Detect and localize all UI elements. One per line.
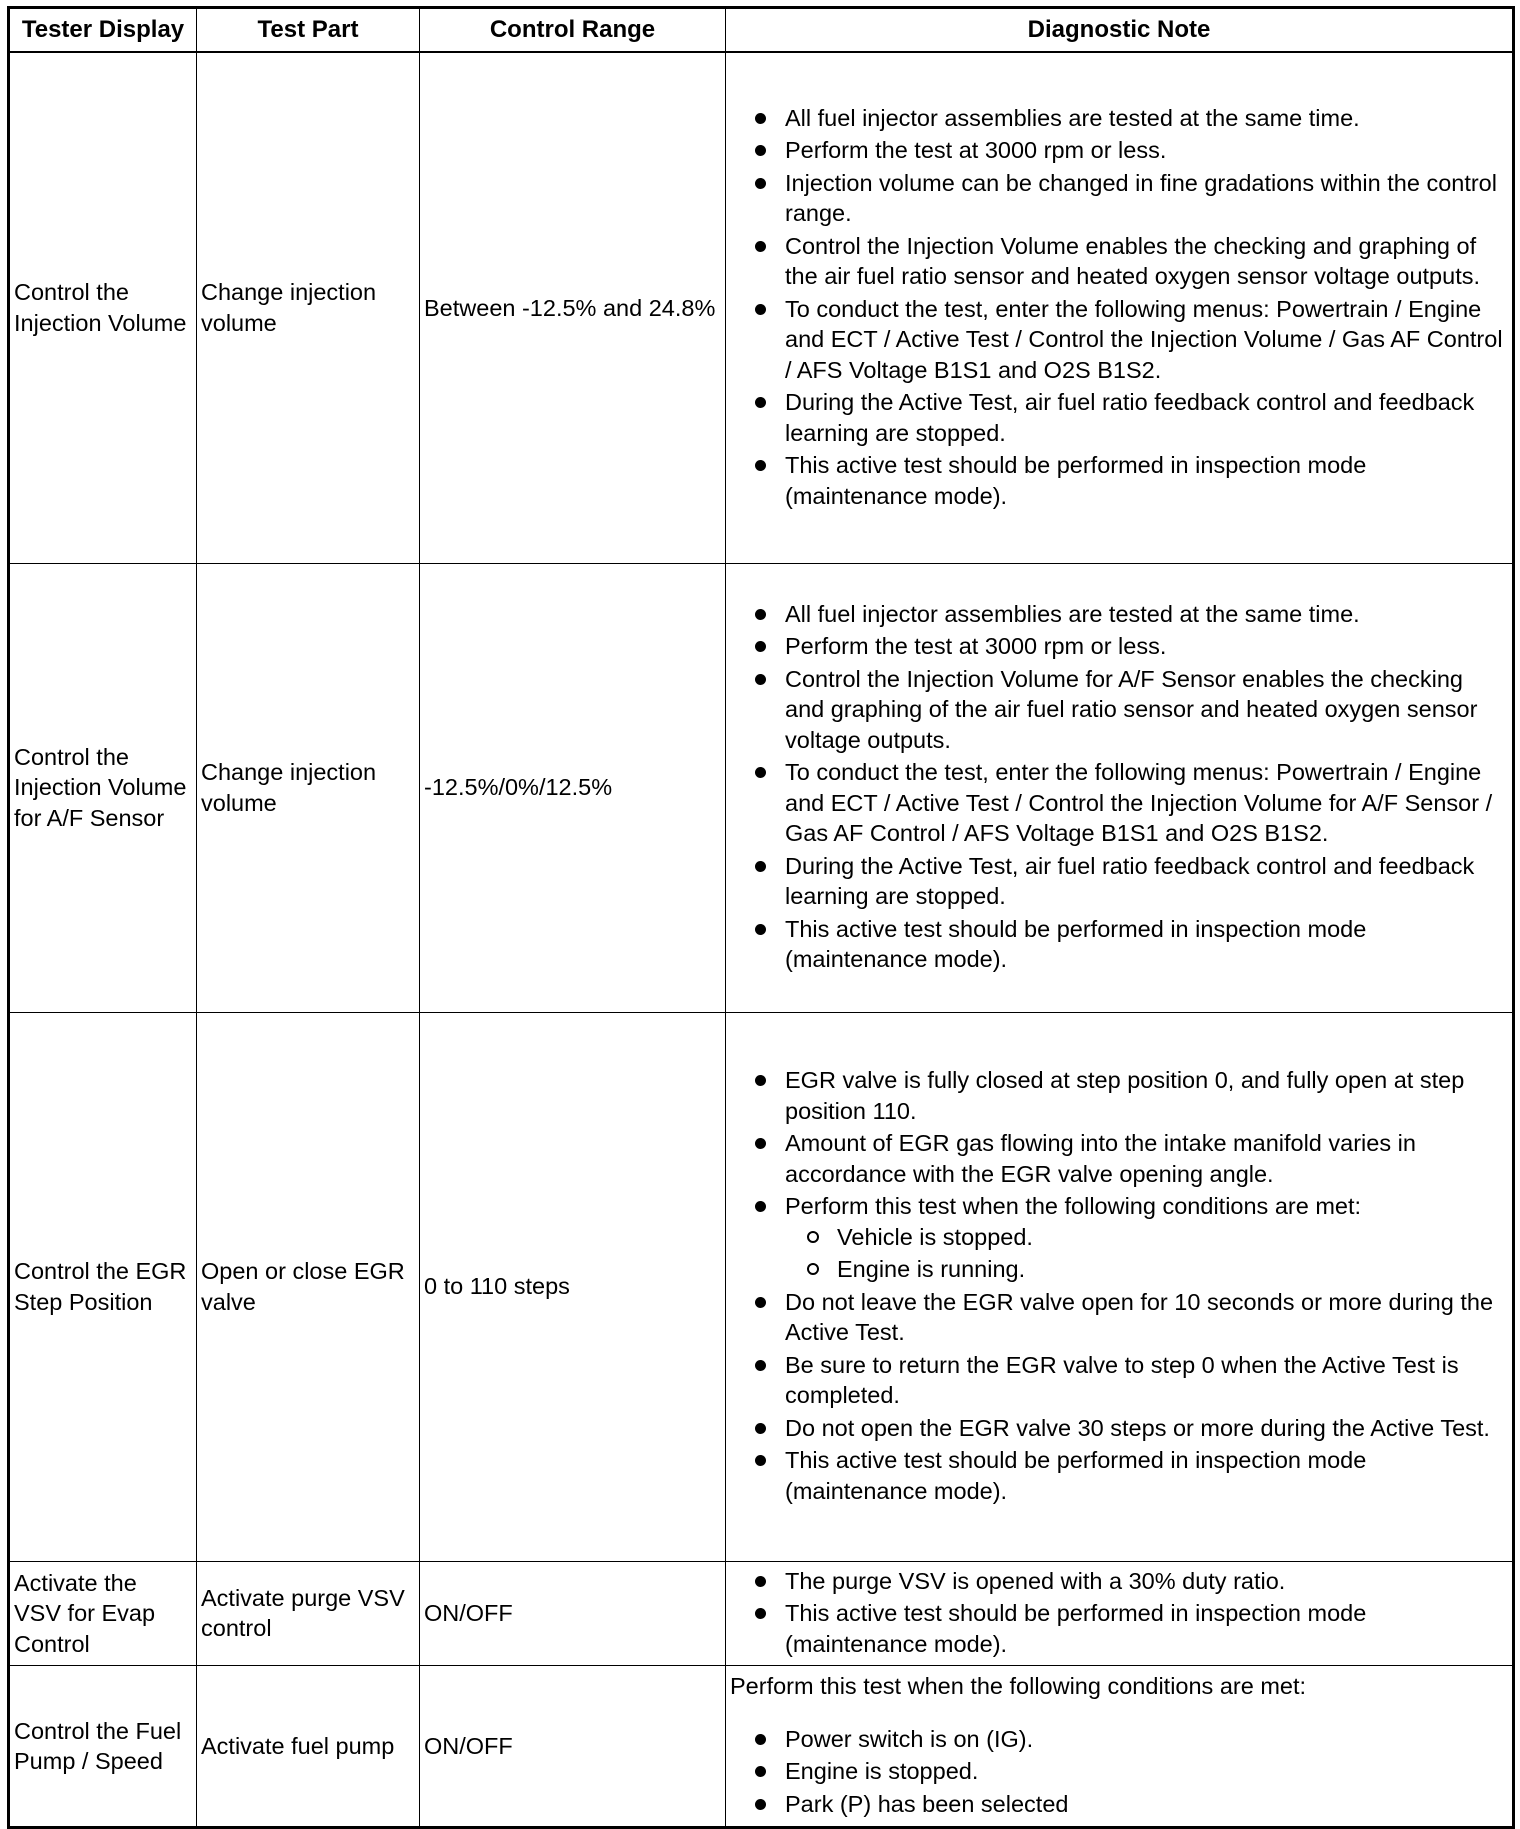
note-item: Do not leave the EGR valve open for 10 seconds or more during the Active Test. [730, 1287, 1506, 1348]
diagnostic-note-cell [726, 52, 1514, 563]
header-row [9, 8, 1514, 53]
note-item [730, 1191, 1506, 1285]
control-range-cell: -12.5%/0%/12.5% [420, 563, 726, 1012]
condition-list [785, 1222, 1506, 1285]
diagnostic-note-cell [726, 1666, 1514, 1828]
note-item: During the Active Test, air fuel ratio feedback control and feedback learning are stopped. [730, 851, 1506, 912]
note-item: Power switch is on (IG). [730, 1724, 1506, 1755]
table-row [9, 52, 1514, 563]
header-control-range: Control Range [420, 8, 726, 53]
control-range-cell: 0 to 110 steps [420, 1012, 726, 1561]
note-list [730, 1724, 1506, 1820]
test-part-cell: Activate fuel pump [197, 1666, 420, 1828]
note-list [730, 103, 1506, 512]
note-item: This active test should be performed in inspection mode (maintenance mode). [730, 1598, 1506, 1659]
note-item: Perform the test at 3000 rpm or less. [730, 135, 1506, 166]
note-item: During the Active Test, air fuel ratio feedback control and feedback learning are stopped. [730, 387, 1506, 448]
note-item: Perform the test at 3000 rpm or less. [730, 631, 1506, 662]
header-tester-display: Tester Display [9, 8, 197, 53]
diagnostic-note-cell [726, 1012, 1514, 1561]
test-part-cell: Open or close EGR valve [197, 1012, 420, 1561]
note-item: EGR valve is fully closed at step position 0, and fully open at step position 110. [730, 1065, 1506, 1126]
note-item: All fuel injector assemblies are tested at the same time. [730, 103, 1506, 134]
test-part-cell: Change injection volume [197, 52, 420, 563]
tester-display-cell: Control the Injection Volume for A/F Sensor [9, 563, 197, 1012]
note-item: The purge VSV is opened with a 30% duty ratio. [730, 1566, 1506, 1597]
note-list [730, 1065, 1506, 1506]
conditions-note: Perform this test when the following conditions are met: [785, 1193, 1362, 1219]
control-range-cell: ON/OFF [420, 1561, 726, 1666]
note-list [730, 599, 1506, 975]
tester-display-cell: Activate the VSV for Evap Control [9, 1561, 197, 1666]
header-test-part: Test Part [197, 8, 420, 53]
note-item: Control the Injection Volume enables the checking and graphing of the air fuel ratio sensor and heated oxygen sensor voltage outputs. [730, 231, 1506, 292]
table-row [9, 1561, 1514, 1666]
note-item: Be sure to return the EGR valve to step 0 when the Active Test is completed. [730, 1350, 1506, 1411]
note-item: Park (P) has been selected [730, 1789, 1506, 1820]
header-diagnostic-note: Diagnostic Note [726, 8, 1514, 53]
table-row [9, 563, 1514, 1012]
diagnostic-note-cell [726, 563, 1514, 1012]
note-item: This active test should be performed in inspection mode (maintenance mode). [730, 914, 1506, 975]
note-item: All fuel injector assemblies are tested at the same time. [730, 599, 1506, 630]
tester-display-cell: Control the Fuel Pump / Speed [9, 1666, 197, 1828]
active-test-table [7, 6, 1515, 1829]
note-item: Engine is stopped. [730, 1756, 1506, 1787]
control-range-cell: ON/OFF [420, 1666, 726, 1828]
note-item: This active test should be performed in inspection mode (maintenance mode). [730, 1445, 1506, 1506]
note-item: Do not open the EGR valve 30 steps or more during the Active Test. [730, 1413, 1506, 1444]
note-item: To conduct the test, enter the following menus: Powertrain / Engine and ECT / Active Test / Control the Injection Volume / Gas AF Control / AFS Voltage B1S1 and O2S B1S2. [730, 294, 1506, 386]
condition-item: Engine is running. [785, 1254, 1506, 1285]
test-part-cell: Activate purge VSV control [197, 1561, 420, 1666]
note-item: This active test should be performed in inspection mode (maintenance mode). [730, 450, 1506, 511]
note-item: Control the Injection Volume for A/F Sensor enables the checking and graphing of the air fuel ratio sensor and heated oxygen sensor voltage outputs. [730, 664, 1506, 756]
conditions-intro: Perform this test when the following conditions are met: [730, 1673, 1307, 1699]
table-row [9, 1666, 1514, 1828]
note-item: To conduct the test, enter the following menus: Powertrain / Engine and ECT / Active Test / Control the Injection Volume for A/F Sensor / Gas AF Control / AFS Voltage B1S1 and O2S B1S2. [730, 757, 1506, 849]
condition-item: Vehicle is stopped. [785, 1222, 1506, 1253]
table-row [9, 1012, 1514, 1561]
note-item: Injection volume can be changed in fine gradations within the control range. [730, 168, 1506, 229]
test-part-cell: Change injection volume [197, 563, 420, 1012]
tester-display-cell: Control the Injection Volume [9, 52, 197, 563]
diagnostic-note-cell [726, 1561, 1514, 1666]
control-range-cell: Between -12.5% and 24.8% [420, 52, 726, 563]
note-item: Amount of EGR gas flowing into the intake manifold varies in accordance with the EGR valve opening angle. [730, 1128, 1506, 1189]
note-list [730, 1566, 1506, 1660]
tester-display-cell: Control the EGR Step Position [9, 1012, 197, 1561]
